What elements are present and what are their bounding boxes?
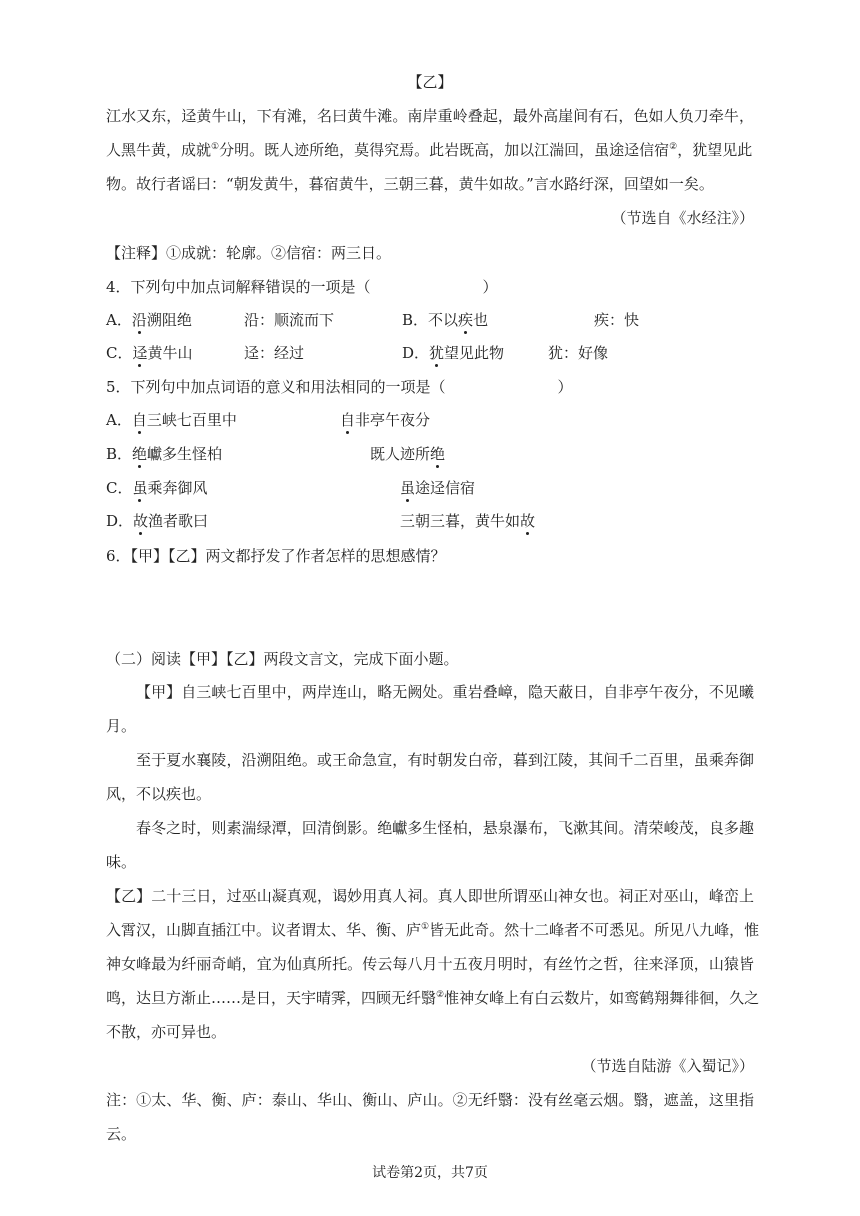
yi2-text-c: 鸣，达旦方渐止……是日，天宇晴霁，四顾无纤翳: [106, 989, 437, 1007]
option-text: 乘奔御风: [147, 479, 208, 497]
yi-annotation: 【注释】①成就：轮廓。②信宿：两三日。: [106, 244, 392, 262]
yi2-line-1: 【乙】二十三日，过巫山凝真观，谒妙用真人祠。真人即世所谓巫山神女也。祠正对巫山，峰峦上: [106, 887, 754, 905]
jia-para2-line-1: 至于夏水襄陵，沿溯阻绝。或王命急宣，有时朝发白帝，暮到江陵，其间千二百里，虽乘奔御: [136, 751, 754, 769]
dotted-word: 故: [133, 512, 149, 530]
option-label: C．: [106, 344, 133, 362]
dotted-word: 自: [131, 411, 147, 429]
yi2-text-b: 皆无此奇。然十二峰者不可悉见。所见八九峰，惟: [429, 921, 760, 939]
q4-option-d-gloss: 犹：好像: [548, 344, 609, 362]
option-label: A．: [106, 311, 132, 329]
yi2-line-2: [106, 920, 760, 940]
jia-para2-line-2: 风，不以疾也。: [106, 785, 212, 803]
option-label: B．: [106, 445, 133, 463]
q5-stem: [106, 377, 573, 397]
option-text: 溯阻绝: [146, 311, 192, 329]
q4-close-paren: ）: [482, 278, 498, 296]
page-footer: 试卷第2页，共7页: [372, 1165, 488, 1181]
option-text: 巘多生怪柏: [147, 445, 223, 463]
option-text: 望见此物: [444, 344, 505, 362]
q4-option-d[interactable]: [402, 343, 504, 363]
yi2-line-4: [106, 988, 760, 1008]
yi-heading: 【乙】: [407, 73, 453, 91]
option-text: 不以: [428, 311, 459, 329]
note-mark-1: ①: [211, 142, 220, 152]
option-label: D．: [402, 344, 430, 362]
yi2-text-a: 入霄汉，山脚直插江中。议者谓太、华、衡、庐: [106, 921, 422, 939]
part2-source: （节选自陆游《入蜀记》）: [581, 1057, 754, 1075]
yi-para-line-3: 物。故行者谣曰：“朝发黄牛，暮宿黄牛，三朝三暮，黄牛如故。”言水路纡深，回望如一矣。: [106, 175, 714, 193]
q5-option-b-right: [370, 444, 445, 464]
yi2-line-3: 神女峰最为纤丽奇峭，宜为仙真所托。传云每八月十五夜月明时，有丝竹之哲，往来泽顶，山猿皆: [106, 955, 754, 973]
yi2-text-d: 惟神女峰上有白云数片，如鸾鹤翔舞徘徊，久之: [444, 989, 760, 1007]
jia-para1-line-2: 月。: [106, 717, 137, 735]
part2-note-line-1: 注：①太、华、衡、庐：泰山、华山、衡山、庐山。②无纤翳：没有丝毫云烟。翳，遮盖，这里指: [106, 1091, 754, 1109]
q4-option-b-gloss: 疾：快: [594, 311, 640, 329]
yi-para-line-2: [106, 140, 754, 160]
dotted-word: 故: [520, 512, 536, 530]
dotted-word: 虽: [132, 479, 148, 497]
option-text: 途迳信宿: [415, 479, 476, 497]
yi2-note-mark-2: ②: [436, 990, 445, 1000]
option-text: 三峡七百里中: [146, 411, 237, 429]
q4-option-c-gloss: 迳：经过: [244, 344, 305, 362]
q5-option-c[interactable]: [106, 478, 208, 498]
jia-para3-line-2: 味。: [106, 853, 137, 871]
yi-source: （节选自《水经注》）: [611, 209, 754, 227]
dotted-word: 自: [340, 411, 356, 429]
option-text: 非亭午夜分: [355, 411, 431, 429]
q4-option-a-gloss: 沿：顺流而下: [244, 311, 335, 329]
yi-para-text-c: ，犹望见此: [677, 141, 753, 159]
q5-option-d-right: [400, 511, 535, 531]
dotted-word: 绝: [132, 445, 148, 463]
q5-option-b[interactable]: [106, 444, 222, 464]
dotted-word: 犹: [429, 344, 445, 362]
option-label: A．: [106, 411, 132, 429]
dotted-word: 沿: [131, 311, 147, 329]
yi2-note-mark-1: ①: [421, 922, 430, 932]
q6-stem: 6．【甲】【乙】两文都抒发了作者怎样的思想感情？: [106, 547, 446, 565]
jia-para1-line-1: 【甲】自三峡七百里中，两岸连山，略无阙处。重岩叠嶂，隐天蔽日，自非亭午夜分，不见曦: [136, 683, 754, 701]
part2-intro: （二）阅读【甲】【乙】两段文言文，完成下面小题。: [106, 650, 459, 668]
yi-para-text-a: 人黑牛黄，成就: [106, 141, 212, 159]
option-text: 既人迹所: [370, 445, 431, 463]
dotted-word: 虽: [400, 479, 416, 497]
note-mark-2: ②: [669, 142, 678, 152]
dotted-word: 迳: [132, 344, 148, 362]
q4-stem-text: 4．下列句中加点词解释错误的一项是（: [106, 278, 371, 296]
dotted-word: 疾: [458, 311, 474, 329]
dotted-word: 绝: [430, 445, 446, 463]
q4-stem: [106, 277, 498, 297]
q4-option-c[interactable]: [106, 343, 193, 363]
part2-note-line-2: 云。: [106, 1125, 137, 1143]
q5-option-a-right: [340, 410, 430, 430]
q5-option-a[interactable]: [106, 410, 237, 430]
q5-option-d[interactable]: [106, 511, 208, 531]
jia-para3-line-1: 春冬之时，则素湍绿潭，回清倒影。绝巘多生怪柏，悬泉瀑布，飞漱其间。清荣峻茂，良多趣: [136, 819, 754, 837]
q5-close-paren: ）: [557, 378, 573, 396]
option-text: 三朝三暮，黄牛如: [400, 512, 521, 530]
option-text: 黄牛山: [147, 344, 193, 362]
yi-para-text-b: 分明。既人迹所绝，莫得究焉。此岩既高，加以江湍回，虽途迳信宿: [219, 141, 670, 159]
yi2-line-5: 不散，亦可异也。: [106, 1023, 227, 1041]
yi-para-line-1: 江水又东，迳黄牛山，下有滩，名曰黄牛滩。南岸重岭叠起，最外高崖间有石，色如人负刀牵牛，: [106, 107, 754, 125]
q4-option-b[interactable]: [402, 310, 488, 330]
q5-option-c-right: [400, 478, 475, 498]
option-label: B．: [402, 311, 429, 329]
option-label: D．: [106, 512, 134, 530]
option-label: C．: [106, 479, 133, 497]
q4-option-a[interactable]: [106, 310, 192, 330]
option-text: 也: [473, 311, 489, 329]
q5-stem-text: 5．下列句中加点词语的意义和用法相同的一项是（: [106, 378, 446, 396]
option-text: 渔者歌曰: [148, 512, 209, 530]
